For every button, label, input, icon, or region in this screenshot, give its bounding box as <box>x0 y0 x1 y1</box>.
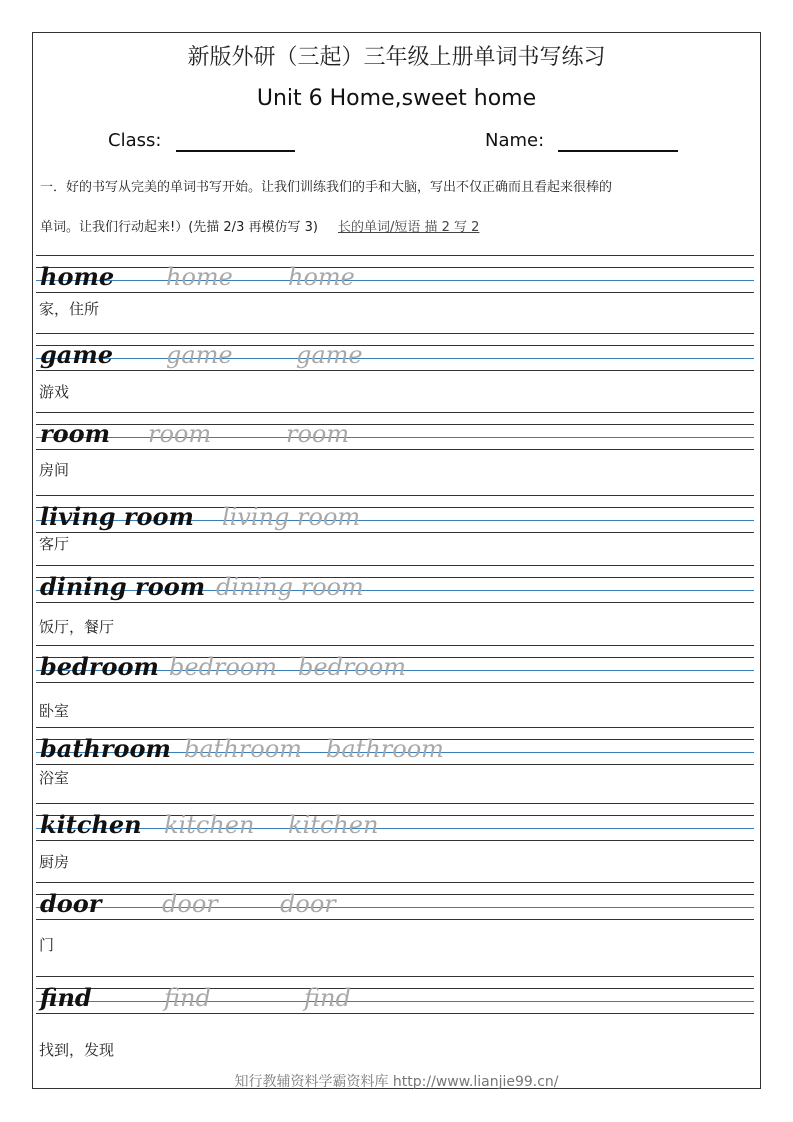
trace-word: bathroom <box>184 735 302 763</box>
trace-word: door <box>162 890 218 918</box>
practice-row[interactable] <box>36 495 754 533</box>
practice-row[interactable] <box>36 565 754 603</box>
footer-watermark: 知行教辅资料学霸资料库 http://www.lianjie99.cn/ <box>234 1074 559 1090</box>
ruling-line <box>36 437 754 438</box>
word-meaning: 找到，发现 <box>39 1041 115 1059</box>
practice-row[interactable] <box>36 645 754 683</box>
model-word: living room <box>40 502 194 531</box>
ruling-line <box>36 424 754 425</box>
word-meaning: 房间 <box>39 461 70 479</box>
instruction-note: 长的单词/短语 描 2 写 2 <box>337 220 480 235</box>
ruling-line <box>36 449 754 450</box>
worksheet-title: 新版外研（三起）三年级上册单词书写练习 <box>187 45 606 70</box>
trace-word: home <box>288 263 355 291</box>
ruling-line <box>36 803 754 804</box>
instruction-line-2-text: 单词。让我们行动起来!）(先描 2/3 再模仿写 3) <box>40 220 318 235</box>
trace-word: find <box>304 984 351 1012</box>
ruling-line <box>36 1001 754 1002</box>
instruction-line-1: 一．好的书写从完美的单词书写开始。让我们训练我们的手和大脑，写出不仅正确而且看起来很棒的 <box>40 180 613 195</box>
ruling-line <box>36 602 754 603</box>
class-blank[interactable] <box>176 150 295 152</box>
ruling-line <box>36 280 754 281</box>
ruling-line <box>36 988 754 989</box>
word-meaning: 浴室 <box>39 769 70 787</box>
ruling-line <box>36 919 754 920</box>
model-word: kitchen <box>40 810 142 839</box>
ruling-line <box>36 764 754 765</box>
ruling-line <box>36 1013 754 1014</box>
model-word: bedroom <box>40 652 159 681</box>
ruling-line <box>36 882 754 883</box>
model-word: dining room <box>40 572 206 601</box>
practice-row[interactable] <box>36 255 754 293</box>
word-meaning: 客厅 <box>39 535 70 553</box>
ruling-line <box>36 370 754 371</box>
ruling-line <box>36 565 754 566</box>
ruling-line <box>36 976 754 977</box>
ruling-line <box>36 358 754 359</box>
practice-row[interactable] <box>36 412 754 450</box>
ruling-line <box>36 412 754 413</box>
instruction-line-2 <box>40 216 479 235</box>
ruling-line <box>36 333 754 334</box>
ruling-line <box>36 907 754 908</box>
ruling-line <box>36 828 754 829</box>
trace-word: kitchen <box>288 811 379 839</box>
ruling-line <box>36 495 754 496</box>
ruling-line <box>36 894 754 895</box>
ruling-line <box>36 267 754 268</box>
ruling-line <box>36 345 754 346</box>
word-meaning: 饭厅，餐厅 <box>39 618 115 636</box>
ruling-line <box>36 727 754 728</box>
model-word: room <box>40 419 111 448</box>
practice-row[interactable] <box>36 803 754 841</box>
trace-word: door <box>280 890 336 918</box>
unit-title: Unit 6 Home,sweet home <box>256 86 537 111</box>
practice-row[interactable] <box>36 882 754 920</box>
trace-word: find <box>164 984 211 1012</box>
trace-word: room <box>286 420 350 448</box>
word-meaning: 厨房 <box>39 853 70 871</box>
model-word: door <box>40 889 102 918</box>
ruling-line <box>36 682 754 683</box>
practice-row[interactable] <box>36 727 754 765</box>
ruling-line <box>36 532 754 533</box>
trace-word: dining room <box>216 573 364 601</box>
trace-word: bathroom <box>326 735 444 763</box>
word-meaning: 游戏 <box>39 383 70 401</box>
ruling-line <box>36 840 754 841</box>
name-label: Name: <box>485 130 545 151</box>
model-word: bathroom <box>40 734 171 763</box>
class-label: Class: <box>108 130 162 151</box>
ruling-line <box>36 292 754 293</box>
name-blank[interactable] <box>558 150 678 152</box>
practice-row[interactable] <box>36 333 754 371</box>
word-meaning: 门 <box>39 936 55 954</box>
model-word: find <box>40 983 92 1012</box>
trace-word: bedroom <box>169 653 278 681</box>
trace-word: living room <box>222 503 361 531</box>
word-meaning: 卧室 <box>39 702 70 720</box>
ruling-line <box>36 815 754 816</box>
trace-word: room <box>148 420 212 448</box>
trace-word: game <box>166 341 233 369</box>
trace-word: game <box>296 341 363 369</box>
trace-word: bedroom <box>298 653 407 681</box>
ruling-line <box>36 255 754 256</box>
trace-word: home <box>166 263 233 291</box>
trace-word: kitchen <box>164 811 255 839</box>
word-meaning: 家，住所 <box>39 300 100 318</box>
ruling-line <box>36 645 754 646</box>
practice-row[interactable] <box>36 976 754 1014</box>
model-word: game <box>40 340 113 369</box>
model-word: home <box>40 262 115 291</box>
